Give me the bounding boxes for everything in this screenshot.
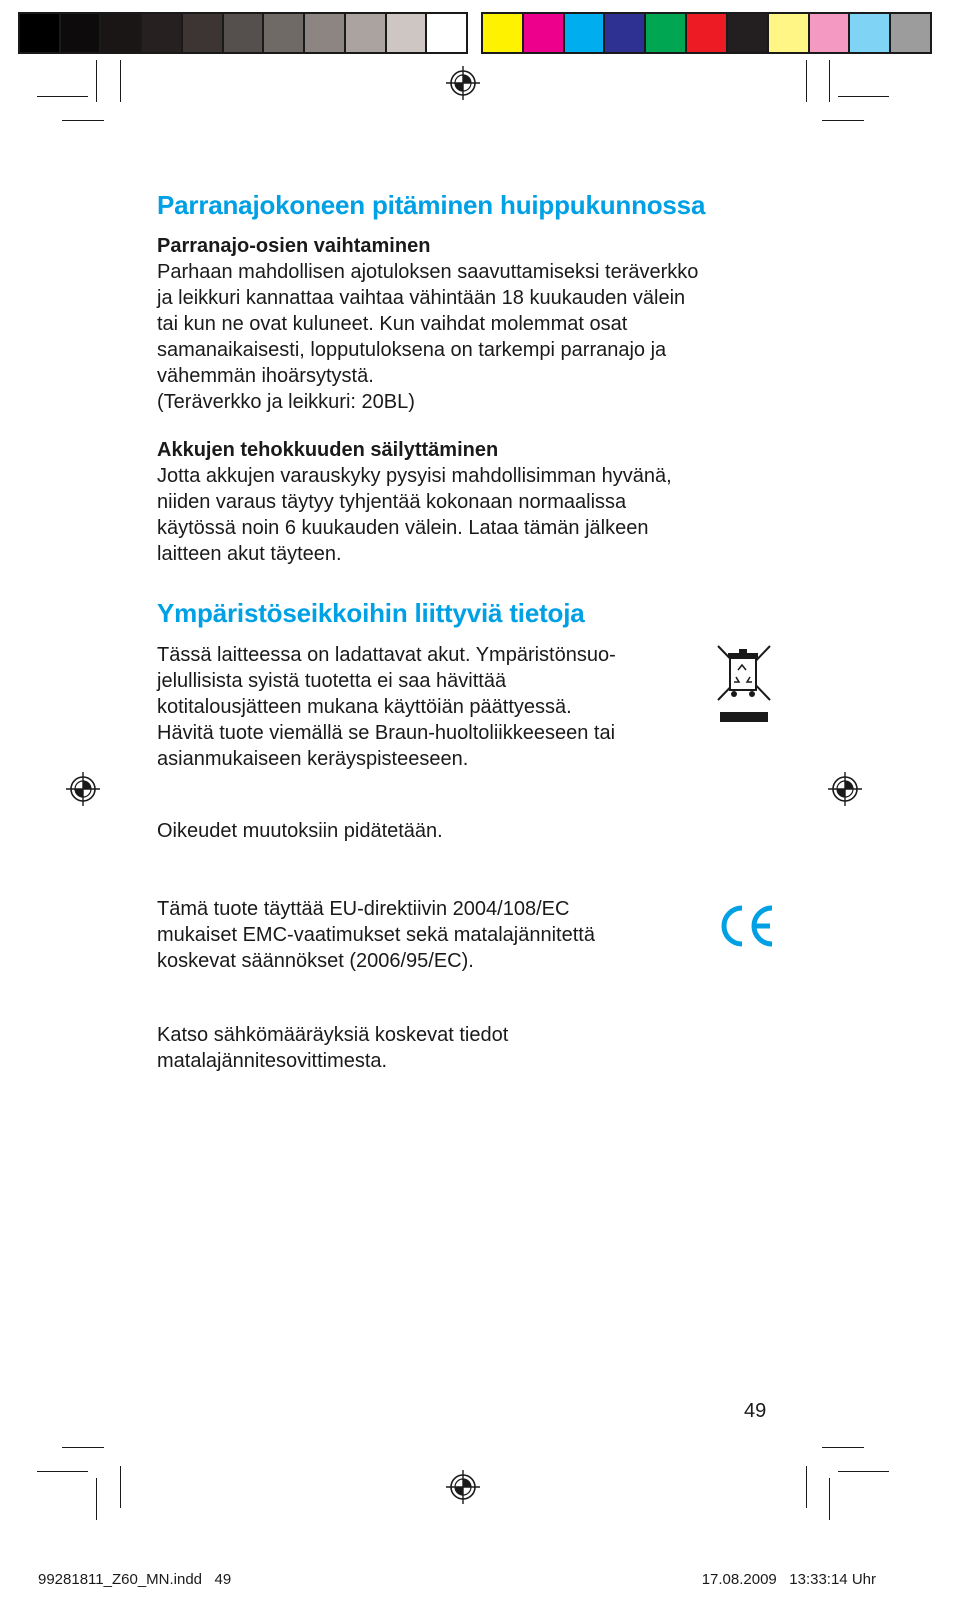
color-swatch xyxy=(728,14,769,52)
environment-block xyxy=(157,642,697,772)
shaver-parts-block xyxy=(157,234,797,415)
crop-mark xyxy=(120,60,121,102)
registration-target-icon xyxy=(66,772,100,806)
crop-mark xyxy=(96,1478,97,1520)
crop-mark xyxy=(96,60,97,102)
color-swatch xyxy=(224,14,265,52)
registration-target-icon xyxy=(446,1470,480,1504)
environment-text: Tässä laitteessa on ladattavat akut. Ympäristönsuo- jelullisista syistä tuotetta ei saa hävittää kotitalousjätteen mukana käyttöiän päättyessä. Hävitä tuote viemällä se Braun-huoltoliikkeeseen tai asianmukaiseen keräyspisteeseen. xyxy=(157,644,616,770)
ce-text: Tämä tuote täyttää EU-direktiivin 2004/108/EC mukaiset EMC-vaatimukset sekä matalajännitettä koskevat säännökset (2006/95/EC). xyxy=(157,898,595,972)
page-number: 49 xyxy=(744,1400,767,1422)
color-swatch xyxy=(687,14,728,52)
block-text: Parhaan mahdollisen ajotuloksen saavuttamiseksi teräverkko ja leikkuri kannattaa vaihtaa vähintään 18 kuukauden välein tai kun ne ovat kuluneet. Kun vaihdat molemmat osat samanaikaisesti, lopputuloksena on tarkempi parranajo ja vähemmän ihoärsytystä. (Teräverkko ja leikkuri: 20BL) xyxy=(157,261,699,413)
color-swatch xyxy=(387,14,428,52)
crop-mark xyxy=(838,1471,889,1472)
color-swatch xyxy=(605,14,646,52)
crop-mark xyxy=(838,96,889,97)
cmyk-color-bar xyxy=(481,12,932,54)
color-swatch xyxy=(850,14,891,52)
crop-mark xyxy=(62,120,104,121)
environment-section xyxy=(157,598,797,629)
crop-mark xyxy=(822,120,864,121)
crop-mark xyxy=(806,60,807,102)
crop-mark xyxy=(829,1478,830,1520)
color-swatch xyxy=(427,14,466,52)
block-text: Jotta akkujen varauskyky pysyisi mahdollisimman hyvänä, niiden varaus täytyy tyhjentää kokonaan normaalissa käytössä noin 6 kuukauden välein. Lataa tämän jälkeen laitteen akut täyteen. xyxy=(157,465,672,565)
adapter-text: Katso sähkömääräyksiä koskevat tiedot matalajännitesovittimesta. xyxy=(157,1024,509,1072)
color-swatch xyxy=(810,14,851,52)
color-swatch xyxy=(891,14,930,52)
crop-mark xyxy=(806,1466,807,1508)
color-swatch xyxy=(483,14,524,52)
crop-mark xyxy=(120,1466,121,1508)
grayscale-color-bar xyxy=(18,12,468,54)
section-title: Parranajokoneen pitäminen huippukunnossa xyxy=(157,190,706,220)
crop-mark xyxy=(822,1447,864,1448)
crop-mark xyxy=(829,60,830,102)
footer-timestamp: 17.08.2009 13:33:14 Uhr xyxy=(701,1571,876,1588)
crossed-out-wheelie-bin-icon xyxy=(714,642,774,724)
crop-mark xyxy=(62,1447,104,1448)
color-swatch xyxy=(346,14,387,52)
battery-block xyxy=(157,438,797,567)
color-swatch xyxy=(565,14,606,52)
block-subtitle: Akkujen tehokkuuden säilyttäminen xyxy=(157,439,499,461)
color-swatch xyxy=(524,14,565,52)
color-swatch xyxy=(101,14,142,52)
footer-filename: 99281811_Z60_MN.indd 49 xyxy=(38,1571,232,1588)
maintenance-section xyxy=(157,190,797,221)
notice-text: Oikeudet muutoksiin pidätetään. xyxy=(157,820,443,842)
color-swatch xyxy=(61,14,102,52)
color-swatch xyxy=(769,14,810,52)
crop-mark xyxy=(37,96,88,97)
color-swatch xyxy=(646,14,687,52)
registration-target-icon xyxy=(446,66,480,100)
registration-target-icon xyxy=(828,772,862,806)
color-swatch xyxy=(20,14,61,52)
section-title: Ympäristöseikkoihin liittyviä tietoja xyxy=(157,598,585,628)
crop-mark xyxy=(37,1471,88,1472)
block-subtitle: Parranajo-osien vaihtaminen xyxy=(157,235,431,257)
adapter-block xyxy=(157,1022,797,1074)
ce-mark-icon xyxy=(716,902,776,950)
color-swatch xyxy=(183,14,224,52)
ce-block xyxy=(157,896,697,974)
color-swatch xyxy=(142,14,183,52)
notice-block xyxy=(157,818,797,844)
color-swatch xyxy=(264,14,305,52)
color-swatch xyxy=(305,14,346,52)
